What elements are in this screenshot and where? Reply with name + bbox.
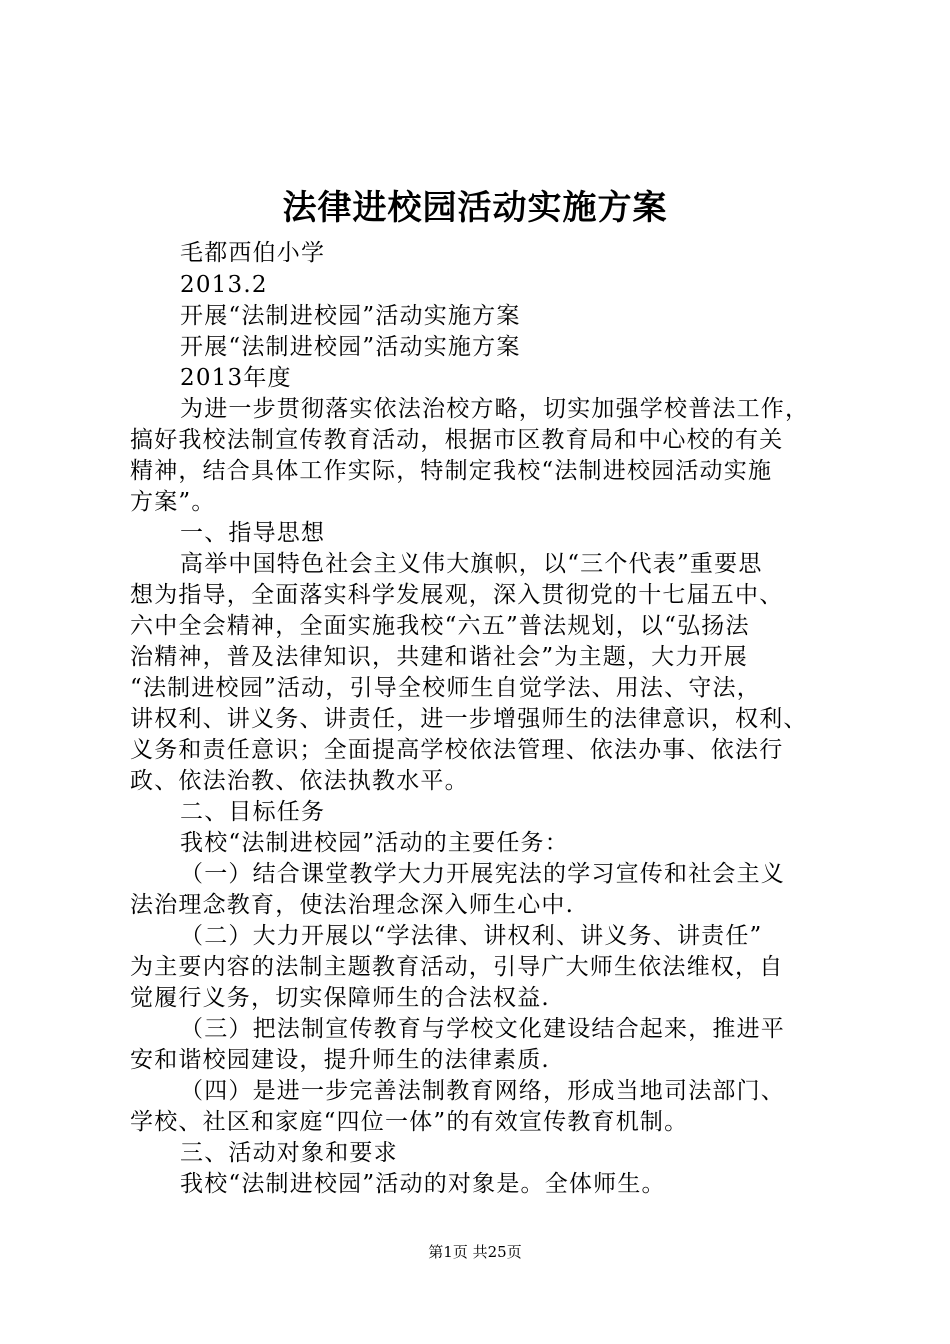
paragraph-line: 2013.2: [180, 272, 268, 298]
paragraph-line: （四）是进一步完善法制教育网络，形成当地司法部门、: [180, 1078, 785, 1104]
paragraph-line: 我校“法制进校园”活动的主要任务：: [180, 830, 569, 856]
paragraph-line: 精神，结合具体工作实际，特制定我校“法制进校园活动实施: [130, 458, 773, 484]
paragraph-line: 为进一步贯彻落实依法治校方略，切实加强学校普法工作，: [180, 396, 810, 422]
paragraph-line: 毛都西伯小学: [180, 240, 326, 266]
paragraph-line: （二）大力开展以“学法律、讲权利、讲义务、讲责任”: [180, 923, 763, 949]
paragraph-line: 义务和责任意识；全面提高学校依法管理、依法办事、依法行: [130, 737, 784, 763]
paragraph-line: 我校“法制进校园”活动的对象是。全体师生。: [180, 1171, 666, 1197]
paragraph-line: 治精神，普及法律知识，共建和谐社会”为主题，大力开展: [130, 644, 748, 670]
paragraph-line: （三）把法制宣传教育与学校文化建设结合起来，推进平: [180, 1016, 785, 1042]
paragraph-line: 学校、社区和家庭“四位一体”的有效宣传教育机制。: [130, 1109, 689, 1135]
paragraph-line: 为主要内容的法制主题教育活动，引导广大师生依法维权，自: [130, 954, 784, 980]
section-heading: 一、指导思想: [180, 520, 326, 546]
section-heading: 三、活动对象和要求: [180, 1140, 398, 1166]
paragraph-line: 方案”。: [130, 489, 216, 515]
paragraph-line: 开展“法制进校园”活动实施方案: [180, 303, 521, 329]
paragraph-line: 六中全会精神，全面实施我校“六五”普法规划，以“弘扬法: [130, 613, 750, 639]
paragraph-line: 法治理念教育，使法治理念深入师生心中.: [130, 892, 575, 918]
paragraph-line: 开展“法制进校园”活动实施方案: [180, 334, 521, 360]
paragraph-line: “法制进校园”活动，引导全校师生自觉学法、用法、守法，: [130, 675, 761, 701]
paragraph-line: （一）结合课堂教学大力开展宪法的学习宣传和社会主义: [180, 861, 785, 887]
section-heading: 二、目标任务: [180, 799, 326, 825]
paragraph-line: 想为指导，全面落实科学发展观，深入贯彻党的十七届五中、: [130, 582, 784, 608]
document-title: 法律进校园活动实施方案: [282, 188, 668, 228]
paragraph-line: 高举中国特色社会主义伟大旗帜，以“三个代表”重要思: [180, 551, 763, 577]
page-number-footer: 第1页 共25页: [428, 1243, 522, 1261]
paragraph-line: 搞好我校法制宣传教育活动，根据市区教育局和中心校的有关: [130, 427, 784, 453]
paragraph-line: 讲权利、讲义务、讲责任，进一步增强师生的法律意识，权利、: [130, 706, 808, 732]
paragraph-line: 政、依法治教、依法执教水平。: [130, 768, 469, 794]
paragraph-line: 安和谐校园建设，提升师生的法律素质.: [130, 1047, 550, 1073]
paragraph-line: 2013年度: [180, 365, 292, 391]
paragraph-line: 觉履行义务，切实保障师生的合法权益.: [130, 985, 550, 1011]
